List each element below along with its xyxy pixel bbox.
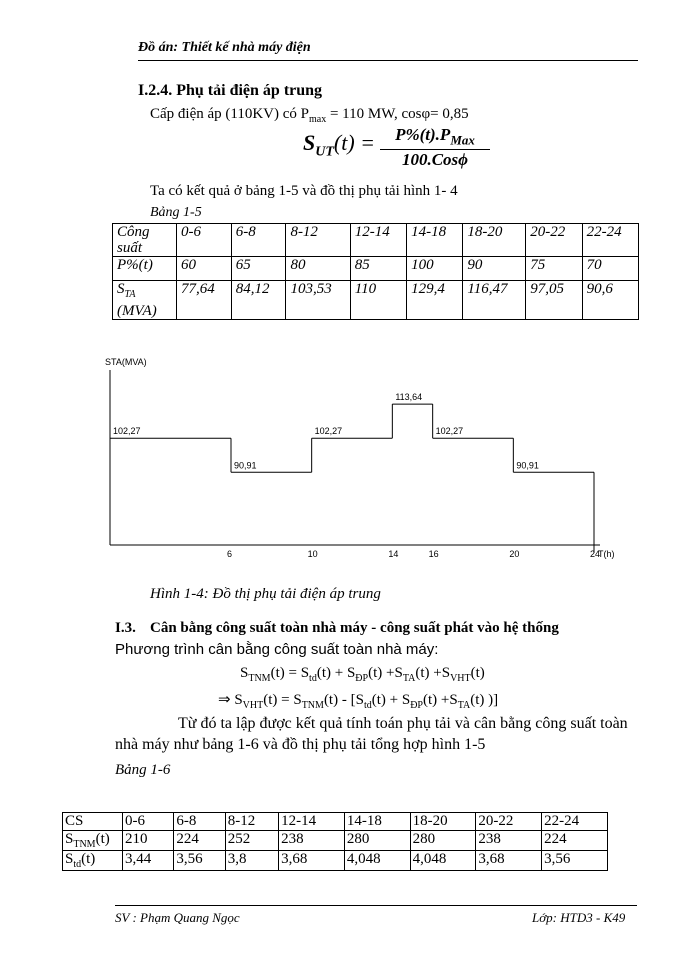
section-number: I.3. — [115, 620, 136, 636]
x-tick-label: 24 — [590, 549, 601, 559]
table-cell: 3,56 — [542, 851, 608, 871]
table-cell: 3,68 — [279, 851, 345, 871]
table-1-6 — [62, 812, 608, 871]
page-header: Đồ án: Thiết kế nhà máy điện — [138, 40, 311, 55]
step-label: 102,27 — [113, 426, 141, 437]
table-cell: 70 — [582, 257, 638, 281]
table-cell: 110 — [350, 281, 406, 320]
table-cell: 18-20 — [410, 813, 476, 831]
std-suffix: (t) — [81, 851, 96, 867]
table-cell: 280 — [410, 831, 476, 851]
table-cell: 6-8 — [174, 813, 225, 831]
step-label: 90,91 — [516, 460, 539, 471]
stnm-sub: TNM — [73, 839, 96, 850]
chart-ticks — [227, 549, 600, 559]
section-title: Cân bằng công suất toàn nhà máy - công suất phát vào hệ thống — [150, 620, 559, 636]
table-cell: 3,68 — [476, 851, 542, 871]
equation-2: ⇒ $S_{VHT}(t) = S_{TNM}(t) - [S_{td}(t) + S_{ĐP}(t) +S_{TA}(t)$ )] — [218, 692, 499, 711]
load-chart — [100, 345, 640, 570]
stnm-label: S — [65, 831, 74, 847]
table-cell: 3,56 — [174, 851, 225, 871]
table-cell: 8-12 — [225, 813, 278, 831]
table-cell: 60 — [177, 257, 232, 281]
table-cell — [63, 851, 123, 871]
table-cell: 252 — [225, 831, 278, 851]
x-tick-label: 16 — [428, 549, 439, 559]
formula-t: (t) = — [333, 130, 376, 155]
table-row — [113, 281, 639, 320]
formula-lhs: S — [303, 130, 316, 155]
x-tick-label: 20 — [509, 549, 520, 559]
chart-steps — [110, 392, 594, 553]
s-unit: (MVA) — [117, 303, 157, 319]
table-cell: 20-22 — [526, 224, 582, 257]
formula-fraction — [380, 125, 490, 170]
table-1-5 — [112, 223, 639, 320]
table-cell: 8-12 — [286, 224, 350, 257]
table-cell: 6-8 — [231, 224, 286, 257]
table-cell: 22-24 — [542, 813, 608, 831]
table-cell: 20-22 — [476, 813, 542, 831]
table-cell: 100 — [407, 257, 463, 281]
formula-denominator: 100.Cosϕ — [401, 150, 469, 170]
table-cell: 0-6 — [123, 813, 174, 831]
table-caption-16: Bảng 1-6 — [115, 762, 171, 778]
s-label: S — [117, 281, 125, 297]
table-cell: 238 — [476, 831, 542, 851]
table-caption-15: Bảng 1-5 — [150, 205, 202, 220]
std-sub: td — [73, 859, 82, 870]
formula-lhs-sub: UT — [315, 144, 334, 160]
formula-numerator — [380, 125, 490, 150]
table-row — [63, 831, 608, 851]
voltage-line — [150, 106, 469, 125]
chart-xlabel: T(h) — [598, 549, 615, 559]
table-cell: 238 — [279, 831, 345, 851]
stnm-suffix: (t) — [95, 831, 110, 847]
table-cell: 116,47 — [463, 281, 526, 320]
equation-1: $S_{TNM}(t) = S_{td}(t) + S_{ĐP}(t) +S_{TA}(t) +S_{VHT}(t)$ — [240, 665, 485, 684]
table-cell: 4,048 — [410, 851, 476, 871]
table-cell — [63, 831, 123, 851]
table-cell: 14-18 — [407, 224, 463, 257]
table-cell: 65 — [231, 257, 286, 281]
table-cell: 18-20 — [463, 224, 526, 257]
table-row — [63, 813, 608, 831]
chart-ylabel: STA(MVA) — [105, 357, 147, 367]
footer-class: Lớp: HTD3 - K49 — [532, 910, 626, 925]
x-tick-label: 6 — [227, 549, 233, 559]
table-cell: 80 — [286, 257, 350, 281]
table-row — [113, 224, 639, 257]
intro-line: Ta có kết quả ở bảng 1-5 và đồ thị phụ tải hình 1- 4 — [150, 183, 458, 199]
table-row — [63, 851, 608, 871]
table-cell: 103,53 — [286, 281, 350, 320]
table-cell: 77,64 — [177, 281, 232, 320]
table-cell: 0-6 — [177, 224, 232, 257]
footer-divider — [115, 905, 637, 906]
table-cell: 22-24 — [582, 224, 638, 257]
table-cell: 3,44 — [123, 851, 174, 871]
std-label: S — [65, 851, 74, 867]
header-divider — [138, 60, 638, 61]
formula — [303, 130, 375, 160]
table-row — [113, 257, 639, 281]
paragraph-line-1: Từ đó ta lập được kết quả tính toán phụ tải và cân bằng công suất toàn — [178, 715, 628, 732]
step-label: 102,27 — [435, 426, 464, 437]
table-cell: 224 — [542, 831, 608, 851]
table-cell: 90 — [463, 257, 526, 281]
step-label: 90,91 — [234, 460, 257, 471]
table-cell: CS — [63, 813, 123, 831]
step-label: 113,64 — [395, 392, 423, 403]
table-cell: 12-14 — [350, 224, 406, 257]
table-cell: 85 — [350, 257, 406, 281]
numerator-text: P%(t).P — [395, 125, 451, 144]
table-cell: P%(t) — [113, 257, 177, 281]
table-cell: 210 — [123, 831, 174, 851]
voltage-text: Cấp điện áp (110KV) có P — [150, 106, 309, 122]
footer-student: SV : Phạm Quang Ngọc — [115, 910, 240, 925]
chart-caption: Hình 1-4: Đồ thị phụ tải điện áp trung — [150, 586, 381, 602]
section-intro: Phương trình cân bằng công suất toàn nhà máy: — [115, 641, 439, 658]
table-cell: 84,12 — [231, 281, 286, 320]
table-cell: 129,4 — [407, 281, 463, 320]
x-tick-label: 10 — [307, 549, 318, 559]
voltage-text-end: = 110 MW, cosφ= 0,85 — [326, 106, 469, 122]
numerator-sub: Max — [450, 132, 475, 148]
table-cell: 3,8 — [225, 851, 278, 871]
table-cell: 97,05 — [526, 281, 582, 320]
table-cell: Công suất — [113, 224, 177, 257]
table-cell: 224 — [174, 831, 225, 851]
step-label: 102,27 — [314, 426, 343, 437]
x-tick-label: 14 — [388, 549, 399, 559]
section-title: I.2.4. Phụ tải điện áp trung — [138, 82, 323, 99]
table-cell: 14-18 — [344, 813, 410, 831]
table-cell — [113, 281, 177, 320]
table-cell: 75 — [526, 257, 582, 281]
table-cell: 280 — [344, 831, 410, 851]
table-cell: 4,048 — [344, 851, 410, 871]
paragraph-line-2: nhà máy như bảng 1-6 và đồ thị phụ tải tổng hợp hình 1-5 — [115, 736, 486, 753]
table-cell: 12-14 — [279, 813, 345, 831]
s-label-sub: TA — [124, 289, 136, 300]
voltage-sub: max — [309, 114, 327, 125]
table-cell: 90,6 — [582, 281, 638, 320]
